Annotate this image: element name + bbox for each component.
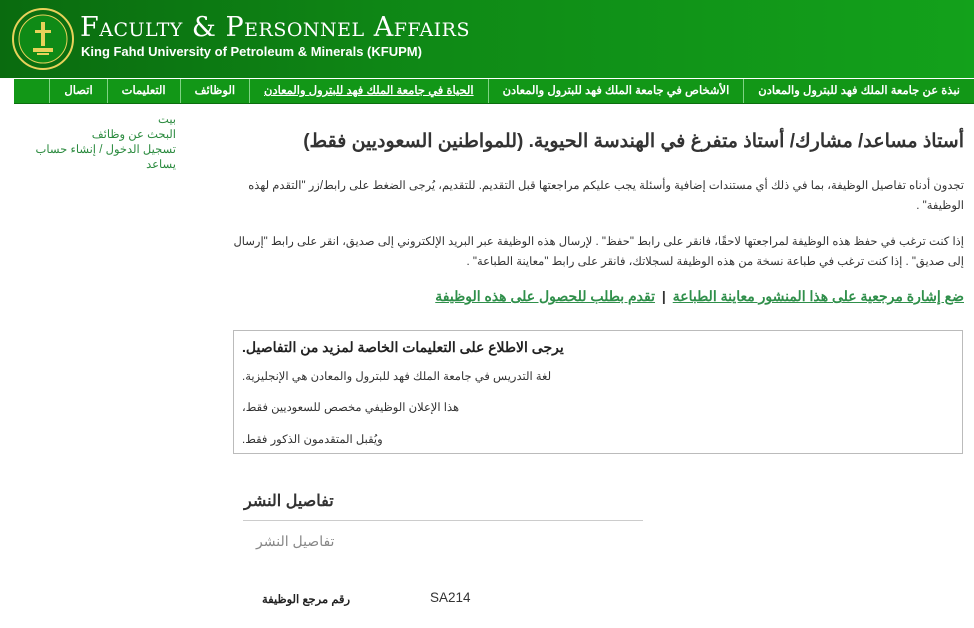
site-header	[0, 0, 974, 78]
posting-details-subheading: تفاصيل النشر	[256, 533, 335, 549]
site-subtitle: King Fahd University of Petroleum & Minerals (KFUPM)	[81, 44, 422, 59]
instruction-item: ويُقبل المتقدمون الذكور فقط.	[242, 434, 383, 446]
search-jobs-link[interactable]: البحث عن وظائف	[91, 129, 176, 141]
user-links	[26, 113, 176, 173]
nav-item-about-kfupm[interactable]: نبذة عن جامعة الملك فهد للبترول والمعادن	[743, 79, 974, 103]
login-create-account-link[interactable]: تسجيل الدخول / إنشاء حساب	[35, 144, 176, 156]
main-nav	[14, 79, 974, 104]
home-link[interactable]: بيت	[158, 114, 176, 126]
nav-item-instructions[interactable]: التعليمات	[107, 79, 180, 103]
instruction-item: هذا الإعلان الوظيفي مخصص للسعوديين فقط،	[242, 402, 460, 414]
divider	[243, 520, 643, 521]
kfupm-seal-icon[interactable]	[12, 8, 74, 70]
help-link[interactable]: يساعد	[146, 159, 176, 171]
job-reference-label: رقم مرجع الوظيفة	[262, 594, 351, 606]
job-content	[232, 128, 964, 304]
job-title: أستاذ مساعد/ مشارك/ أستاذ متفرغ في الهندسة الحيوية. (للمواطنين السعوديين فقط)	[303, 131, 964, 152]
instructions-heading: يرجى الاطلاع على التعليمات الخاصة لمزيد من التفاصيل.	[242, 339, 564, 355]
posting-details-heading: تفاصيل النشر	[244, 493, 334, 510]
bookmark-print-preview-link[interactable]: ضع إشارة مرجعية على هذا المنشور معاينة الطباعة	[672, 288, 964, 304]
nav-item-people-at-kfupm[interactable]: الأشخاص في جامعة الملك فهد للبترول والمعادن	[488, 79, 744, 103]
nav-item-jobs[interactable]: الوظائف	[180, 79, 249, 103]
apply-for-job-link[interactable]: تقدم بطلب للحصول على هذه الوظيفة	[435, 288, 656, 304]
action-separator: |	[661, 288, 666, 304]
job-reference-value: SA214	[430, 590, 471, 605]
site-title: Faculty & Personnel Affairs	[80, 12, 471, 43]
special-instructions-box	[233, 330, 963, 454]
apply-instructions-text: تجدون أدناه تفاصيل الوظيفة، بما في ذلك أي مستندات إضافية وأسئلة يجب عليكم مراجعتها قبل التقديم. للتقديم، يُرجى الضغط على رابط/زر "التقدم لهذه الوظيفة" .	[248, 180, 964, 212]
nav-item-life-at-kfupm[interactable]: الحياة في جامعة الملك فهد للبترول والمعادن	[249, 79, 488, 103]
save-share-instructions-text: إذا كنت ترغب في حفظ هذه الوظيفة لمراجعتها لاحقًا، فانقر على رابط "حفظ" . لإرسال هذه الوظيفة عبر البريد الإلكتروني إلى صديق، انقر على رابط "إرسال إلى صديق" . إذا كنت ترغب في طباعة نسخة من هذه الوظيفة لسجلاتك، فانقر على رابط "معاينة الطباعة" .	[233, 236, 964, 268]
job-actions	[232, 288, 964, 305]
nav-item-contact[interactable]: اتصال	[49, 79, 106, 103]
instruction-item: لغة التدريس في جامعة الملك فهد للبترول والمعادن هي الإنجليزية.	[242, 371, 552, 383]
